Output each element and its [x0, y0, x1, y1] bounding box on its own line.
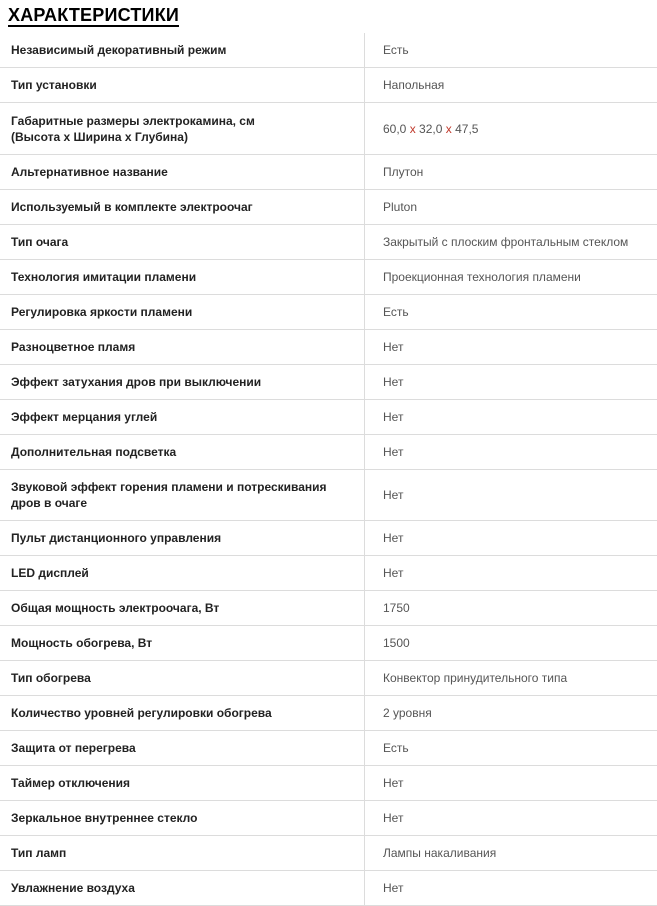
- spec-name: Тип ламп: [0, 836, 365, 870]
- spec-value: Нет: [383, 566, 404, 580]
- spec-name: Мощность обогрева, Вт: [0, 626, 365, 660]
- spec-name: Пульт дистанционного управления: [0, 521, 365, 555]
- spec-row: [0, 801, 657, 836]
- spec-value: Нет: [383, 811, 404, 825]
- spec-row: [0, 155, 657, 190]
- spec-value: Нет: [383, 410, 404, 424]
- spec-name: Независимый декоративный режим: [0, 33, 365, 67]
- spec-name: Таймер отключения: [0, 766, 365, 800]
- spec-name: Количество уровней регулировки обогрева: [0, 696, 365, 730]
- spec-name: Тип обогрева: [0, 661, 365, 695]
- spec-value: Есть: [383, 741, 409, 755]
- spec-value: Pluton: [383, 200, 418, 214]
- spec-name: Используемый в комплекте электроочаг: [0, 190, 365, 224]
- spec-row: [0, 295, 657, 330]
- spec-value: Лампы накаливания: [383, 846, 497, 860]
- spec-row: [0, 190, 657, 225]
- spec-name: Регулировка яркости пламени: [0, 295, 365, 329]
- spec-row: [0, 661, 657, 696]
- spec-row: [0, 260, 657, 295]
- spec-value: Есть: [383, 305, 409, 319]
- spec-row: [0, 626, 657, 661]
- spec-value: Проекционная технология пламени: [383, 270, 581, 284]
- spec-name: Тип очага: [0, 225, 365, 259]
- spec-row: [0, 33, 657, 68]
- spec-row: [0, 696, 657, 731]
- spec-value: Напольная: [383, 78, 445, 92]
- spec-name: Альтернативное название: [0, 155, 365, 189]
- spec-value: 1500: [383, 636, 410, 650]
- spec-value: Нет: [383, 531, 404, 545]
- spec-name: Разноцветное пламя: [0, 330, 365, 364]
- dim-separator: x: [445, 121, 452, 136]
- spec-name: Зеркальное внутреннее стекло: [0, 801, 365, 835]
- spec-name: Тип установки: [0, 68, 365, 102]
- spec-row: [0, 871, 657, 906]
- spec-name: Дополнительная подсветка: [0, 435, 365, 469]
- spec-value: Нет: [383, 776, 404, 790]
- spec-value: Нет: [383, 881, 404, 895]
- spec-value: Нет: [383, 375, 404, 389]
- section-title: ХАРАКТЕРИСТИКИ: [8, 5, 180, 25]
- specs-table: [0, 33, 657, 906]
- spec-name: Увлажнение воздуха: [0, 871, 365, 905]
- spec-row: [0, 400, 657, 435]
- dim-width: 32,0: [419, 121, 443, 136]
- dim-separator: x: [409, 121, 416, 136]
- spec-value: [365, 103, 657, 154]
- spec-name: Эффект затухания дров при выключении: [0, 365, 365, 399]
- spec-name: Защита от перегрева: [0, 731, 365, 765]
- spec-name: Звуковой эффект горения пламени и потрескивания дров в очаге: [0, 470, 365, 520]
- spec-value: Закрытый с плоским фронтальным стеклом: [383, 235, 629, 249]
- spec-row: [0, 731, 657, 766]
- spec-row: [0, 103, 657, 155]
- spec-name: LED дисплей: [0, 556, 365, 590]
- dim-depth: 47,5: [455, 121, 479, 136]
- spec-row: [0, 556, 657, 591]
- spec-row: [0, 836, 657, 871]
- spec-row: [0, 365, 657, 400]
- spec-value: Нет: [383, 445, 404, 459]
- spec-name: Эффект мерцания углей: [0, 400, 365, 434]
- spec-value: Конвектор принудительного типа: [383, 671, 568, 685]
- spec-row: [0, 68, 657, 103]
- spec-value: Есть: [383, 43, 409, 57]
- spec-value: Нет: [383, 488, 404, 502]
- spec-value: 2 уровня: [383, 706, 432, 720]
- dim-height: 60,0: [383, 121, 407, 136]
- spec-name: Общая мощность электроочага, Вт: [0, 591, 365, 625]
- spec-row: [0, 766, 657, 801]
- spec-row: [0, 330, 657, 365]
- spec-row: [0, 521, 657, 556]
- spec-row: [0, 225, 657, 260]
- spec-row: [0, 470, 657, 521]
- spec-row: [0, 435, 657, 470]
- spec-value: Нет: [383, 340, 404, 354]
- spec-row: [0, 591, 657, 626]
- spec-name: Технология имитации пламени: [0, 260, 365, 294]
- spec-value: Плутон: [383, 165, 424, 179]
- spec-value: 1750: [383, 601, 410, 615]
- spec-name: Габаритные размеры электрокамина, см (Высота х Ширина х Глубина): [0, 103, 365, 154]
